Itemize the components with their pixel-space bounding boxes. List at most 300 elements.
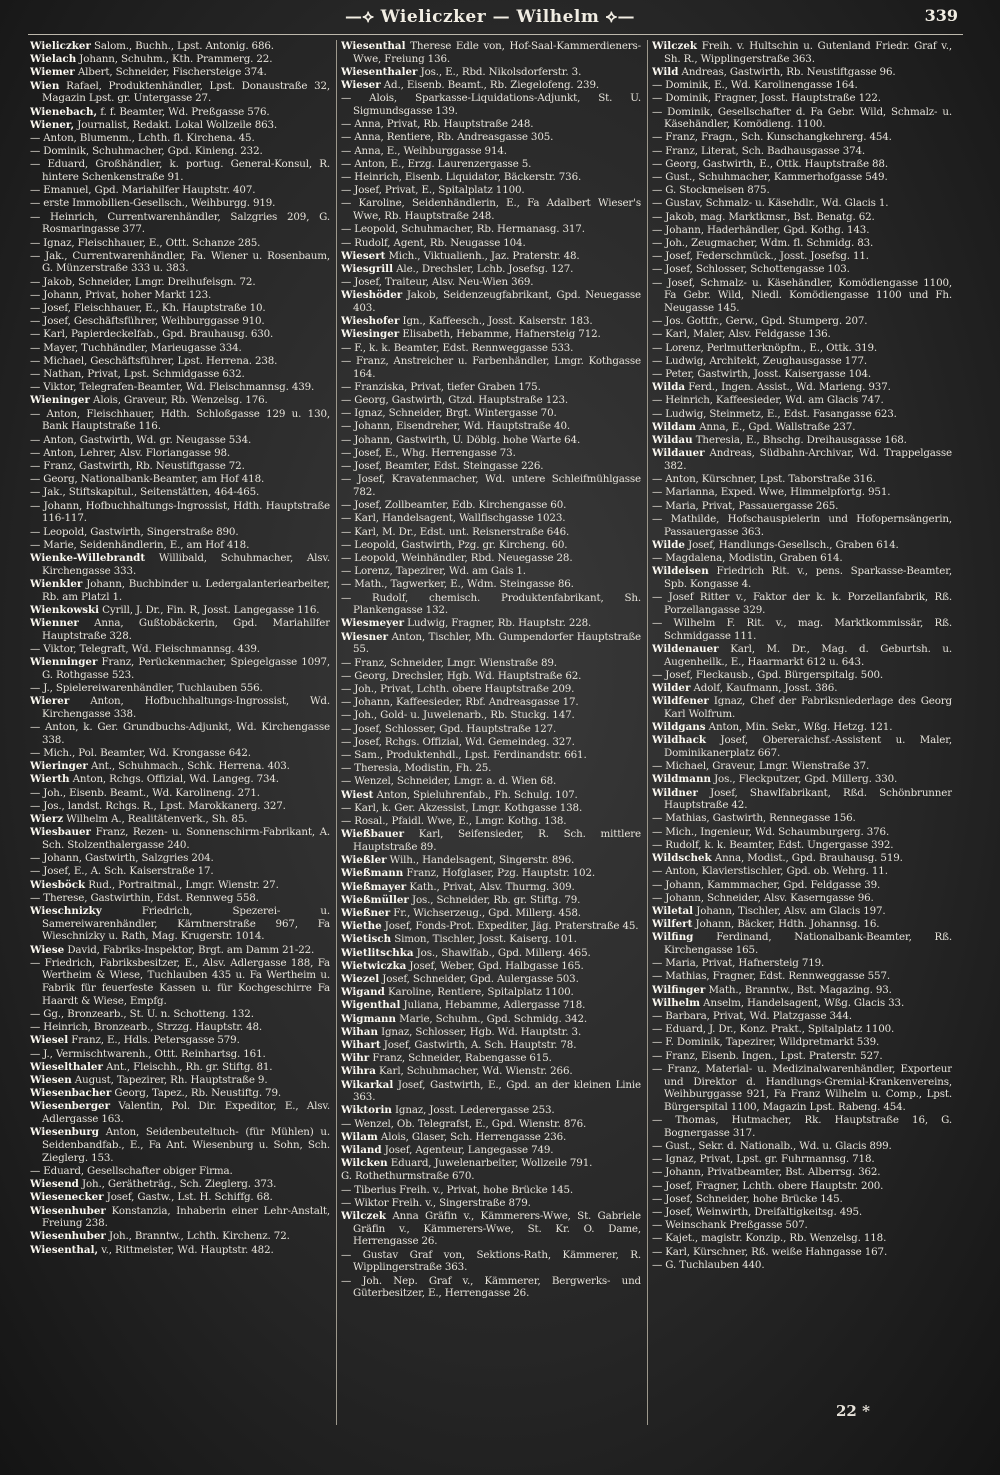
entry-surname: Wiethe	[341, 920, 382, 933]
running-title: —⟡ Wieliczker — Wilhelm ⟡—	[344, 7, 636, 27]
entry-details: — Joh., Zeugmacher, Wdm. fl. Schmidg. 83.	[652, 237, 874, 250]
directory-entry	[341, 709, 641, 722]
entry-surname: Wienke-Willebrandt	[30, 551, 146, 564]
directory-entry	[30, 145, 330, 158]
directory-entry	[341, 828, 641, 853]
directory-entry	[341, 1210, 641, 1248]
directory-entry	[341, 973, 641, 986]
directory-entry	[341, 237, 641, 250]
directory-entry	[30, 643, 330, 656]
entry-details: Jos., Fleckputzer, Gpd. Millerg. 330.	[710, 773, 898, 786]
directory-entry	[652, 500, 952, 513]
directory-entry	[652, 931, 952, 956]
entry-details: — G. Tuchlauben 440.	[652, 1258, 765, 1271]
entry-surname: Wieninger	[30, 394, 90, 407]
entry-details: — Franz, Schneider, Lmgr. Wienstraße 89.	[341, 656, 557, 669]
entry-details: — Lorenz, Perlmutterknöpfm., E., Ottk. 319.	[652, 341, 878, 354]
directory-entry	[341, 223, 641, 236]
directory-entry	[30, 1074, 330, 1087]
directory-entry	[652, 473, 952, 486]
entry-details: Karl, Seifensieder, R. Sch. mittlere Hauptstraße 89.	[353, 828, 641, 853]
entry-details: — Josef, Schlosser, Gpd. Hauptstraße 127.	[341, 722, 557, 735]
directory-entry	[652, 513, 952, 538]
entry-details: — Gust., Schuhmacher, Kammerhofgasse 549.	[652, 171, 888, 184]
directory-entry	[30, 721, 330, 746]
directory-entry	[30, 106, 330, 119]
entry-details: — Dominik, E., Wd. Karolinengasse 164.	[652, 79, 858, 92]
directory-column-3	[652, 40, 952, 1430]
entry-surname: Wilda	[652, 381, 686, 394]
directory-entry	[341, 565, 641, 578]
entry-details: — Anna, Privat, Rb. Hauptstraße 248.	[341, 118, 534, 131]
directory-entry	[341, 1184, 641, 1197]
entry-surname: Wießmayer	[341, 880, 407, 893]
directory-entry	[341, 1249, 641, 1274]
entry-details: — Maria, Privat, Passauergasse 265.	[652, 499, 839, 512]
entry-surname: Wildhack	[652, 734, 706, 747]
entry-details: Anton, Tischler, Mh. Gumpendorfer Hauptstraße 55.	[353, 630, 641, 656]
directory-entry	[30, 747, 330, 760]
entry-details: Friedrich, Spezerei- u. Samereiwarenhändler, Kärntnerstraße 967, Fa Wieschnizky u. Rath, Mag. Krugerstr. 1014.	[42, 904, 330, 943]
entry-details: Anton, Rchgs. Offizial, Wd. Langeg. 734.	[69, 773, 279, 786]
entry-details: — Franz, Anstreicher u. Farbenhändler, Lmgr. Kothgasse 164.	[341, 354, 641, 380]
directory-entry	[30, 119, 330, 132]
entry-details: Josef, Obereraichsf.-Assistent u. Maler, Dominikanerplatz 667.	[664, 734, 952, 759]
entry-surname: Wildner	[652, 786, 698, 799]
entry-details: — Anton, Lehrer, Alsv. Floriangasse 98.	[30, 446, 231, 459]
entry-details: — Emanuel, Gpd. Mariahilfer Hauptstr. 407.	[30, 184, 256, 197]
entry-details: — Nathan, Privat, Lpst. Schmidgasse 632.	[30, 368, 245, 381]
directory-entry	[30, 197, 330, 210]
directory-entry	[341, 92, 641, 117]
directory-entry	[652, 852, 952, 865]
entry-details: Anselm, Handelsagent, Wßg. Glacis 33.	[700, 996, 905, 1009]
directory-entry	[652, 145, 952, 158]
directory-entry	[652, 158, 952, 171]
entry-details: Josef, Fonds-Prot. Expediter, Jäg. Praterstraße 45.	[381, 920, 639, 933]
entry-surname: Wildeisen	[652, 565, 709, 578]
entry-surname: Wienkler	[30, 577, 83, 590]
directory-entry	[652, 66, 952, 79]
entry-details: Therese Edle von, Hof-Saal-Kammerdieners-Wwe, Freiung 136.	[353, 40, 641, 65]
directory-entry	[30, 695, 330, 720]
directory-entry	[30, 1100, 330, 1125]
directory-entry	[652, 408, 952, 421]
entry-details: — Gustav, Schmalz- u. Käsehdlr., Wd. Glacis 1.	[652, 197, 889, 210]
directory-entry	[341, 723, 641, 736]
entry-details: — Magdalena, Modistin, Graben 614.	[652, 551, 843, 564]
directory-entry	[652, 1206, 952, 1219]
directory-entry	[652, 1140, 952, 1153]
entry-details: — Josef, Schneider, hohe Brücke 145.	[652, 1192, 843, 1205]
directory-entry	[652, 1063, 952, 1114]
directory-entry	[30, 66, 330, 79]
entry-details: Jakob, Seidenzeugfabrikant, Gpd. Neuegasse 403.	[353, 289, 641, 315]
entry-details: — Joh., Privat, Lchth. obere Hauptstraße 209.	[341, 682, 575, 695]
entry-details: Joh., Branntw., Lchth. Kirchenz. 72.	[105, 1230, 290, 1243]
entry-details: Johann, Buchbinder u. Ledergalanteriearbeiter, Rb. am Platzl 1.	[42, 577, 330, 603]
entry-surname: Wikarkal	[341, 1078, 394, 1091]
entry-details: — Dominik, Fragner, Josst. Hauptstraße 122.	[652, 92, 881, 105]
directory-entry	[341, 79, 641, 92]
entry-details: — Karl, k. Ger. Akzessist, Lmgr. Kothgasse 138.	[341, 801, 583, 814]
directory-entry	[652, 106, 952, 131]
entry-details: — Georg, Gastwirth, E., Ottk. Hauptstraße 88.	[652, 157, 888, 170]
entry-details: — Lorenz, Tapezirer, Wd. am Gais 1.	[341, 565, 526, 578]
entry-surname: Wiesmeyer	[341, 617, 405, 630]
entry-details: Anton, Seidenbeuteltuch- (für Mühlen) u. Seidenbandfab., E., Fa Ant. Wiesenburg u. Sohn, Sch. Zieglerg. 153.	[42, 1126, 330, 1164]
entry-details: Anna, Modist., Gpd. Brauhausg. 519.	[711, 852, 903, 865]
directory-entry	[341, 394, 641, 407]
directory-entry	[341, 999, 641, 1012]
directory-entry	[341, 473, 641, 498]
directory-entry	[341, 617, 641, 630]
entry-surname: Wiesenthal	[341, 40, 406, 52]
entry-details: — Mich., Ingenieur, Wd. Schaumburgerg. 376.	[652, 825, 890, 838]
entry-details: Franz, E., Hdls. Petersgasse 579.	[68, 1034, 240, 1047]
directory-entry	[652, 486, 952, 499]
entry-details: — Mathias, Fragner, Edst. Rennweggasse 557.	[652, 970, 890, 983]
entry-details: Josef, Gastwirth, A. Sch. Hauptstr. 78.	[380, 1038, 577, 1051]
directory-entry	[652, 826, 952, 839]
entry-details: — Karoline, Seidenhändlerin, E., Fa Adalbert Wieser's Wwe, Rb. Hauptstraße 248.	[341, 197, 641, 223]
directory-entry	[30, 473, 330, 486]
entry-details: — Rudolf, k. k. Beamter, Edst. Ungergasse 392.	[652, 838, 894, 851]
entry-details: — Johann, Privat, hoher Markt 123.	[30, 288, 212, 301]
entry-details: — Anton, Fleischhauer, Hdth. Schloßgasse 129 u. 130, Bank Hauptstraße 116.	[30, 407, 330, 433]
directory-entry	[652, 342, 952, 355]
entry-surname: Wieser	[341, 79, 381, 92]
entry-details: — Weinschank Preßgasse 507.	[652, 1219, 808, 1232]
entry-details: Josef, Shawlfabrikant, Rßd. Schönbrunner Hauptstraße 42.	[664, 786, 952, 812]
entry-details: Wilhelm A., Realitätenverk., Sh. 85.	[63, 812, 248, 825]
entry-details: Fr., Wichserzeug., Gpd. Millerg. 458.	[390, 906, 581, 919]
entry-details: Johann, Bäcker, Hdth. Johannsg. 16.	[692, 918, 880, 931]
directory-entry	[30, 132, 330, 145]
directory-entry	[341, 775, 641, 788]
directory-entry	[30, 526, 330, 539]
entry-details: Juliana, Hebamme, Adlergasse 718.	[400, 999, 586, 1012]
directory-entry	[341, 762, 641, 775]
directory-entry	[30, 1230, 330, 1243]
entry-details: — Johann, Gastwirth, U. Döblg. hohe Warte 64.	[341, 433, 581, 446]
entry-details: — Jos., landst. Rchgs. R., Lpst. Marokkanerg. 327.	[30, 799, 286, 812]
directory-entry	[652, 957, 952, 970]
entry-details: — Mich., Pol. Beamter, Wd. Krongasse 642.	[30, 746, 251, 759]
directory-entry	[341, 499, 641, 512]
directory-entry	[341, 894, 641, 907]
directory-entry	[341, 171, 641, 184]
entry-surname: Wigenthal	[341, 999, 401, 1012]
entry-details: Franz, Perückenmacher, Spiegelgasse 1097, G. Rothgasse 523.	[42, 656, 330, 681]
entry-surname: Wieschnizky	[30, 904, 102, 917]
directory-entry	[30, 879, 330, 892]
entry-details: Anton, Hofbuchhaltungs-Ingrossist, Wd. Kirchengasse 338.	[42, 695, 330, 720]
signature-mark: 22 *	[836, 1402, 870, 1420]
directory-entry	[652, 787, 952, 812]
entry-details: Franz, Schneider, Rabengasse 615.	[369, 1052, 552, 1065]
entry-details: Ale., Drechsler, Lchb. Josefsg. 127.	[393, 262, 574, 275]
entry-details: — Franz, Eisenb. Ingen., Lpst. Praterstr. 527.	[652, 1049, 883, 1062]
entry-details: — Wenzel, Ob. Telegrafst, E., Gpd. Wienstr. 876.	[341, 1117, 587, 1130]
entry-details: — Anna, Rentiere, Rb. Andreasgasse 305.	[341, 131, 554, 144]
directory-entry	[30, 289, 330, 302]
directory-entry	[30, 250, 330, 275]
entry-surname: Wihra	[341, 1065, 376, 1078]
entry-details: — Michael, Graveur, Lmgr. Wienstraße 37.	[652, 760, 870, 773]
entry-surname: Wienner	[30, 616, 79, 629]
entry-details: — Karl, M. Dr., Edst. unt. Reisnerstraße 646.	[341, 525, 570, 538]
entry-details: v., Rittmeister, Wd. Hauptstr. 482.	[98, 1243, 274, 1256]
entry-details: Anton, Min. Sekr., Wßg. Hetzg. 121.	[705, 721, 893, 734]
directory-entry	[341, 592, 641, 617]
entry-details: — Dominik, Schuhmacher, Gpd. Kinieng. 232.	[30, 145, 263, 158]
directory-entry	[652, 1259, 952, 1272]
entry-details: — erste Immobilien-Gesellsch., Weihburgg. 919.	[30, 197, 276, 210]
directory-entry	[652, 865, 952, 878]
entry-surname: Wildgans	[652, 721, 706, 734]
entry-details: Wilh., Handelsagent, Singerstr. 896.	[386, 854, 575, 867]
page-number: 339	[924, 6, 958, 25]
entry-details: — Karl, Kürschner, Rß. weiße Hahngasse 167.	[652, 1245, 888, 1258]
directory-entry	[652, 1180, 952, 1193]
directory-entry	[652, 1153, 952, 1166]
entry-details: — Ignaz, Privat, Lpst. gr. Fuhrmannsg. 718.	[652, 1153, 875, 1166]
entry-details: — Johann, Gastwirth, Salzgries 204.	[30, 852, 214, 865]
directory-entry	[652, 277, 952, 315]
entry-surname: Wihart	[341, 1038, 381, 1051]
directory-entry	[30, 1008, 330, 1021]
entry-details: — Michael, Geschäftsführer, Lpst. Herrena. 238.	[30, 354, 278, 367]
directory-entry	[652, 131, 952, 144]
entry-details: — Eduard, J. Dr., Konz. Prakt., Spitalplatz 1100.	[652, 1023, 895, 1036]
entry-surname: Wiesbauer	[30, 826, 91, 839]
entry-details: — Anton, k. Ger. Grundbuchs-Adjunkt, Wd. Kirchengasse 338.	[30, 721, 330, 746]
entry-details: — Eduard, Großhändler, k. portug. General-Konsul, R. hintere Schenkenstraße 91.	[30, 158, 330, 184]
directory-entry	[341, 184, 641, 197]
directory-entry	[341, 263, 641, 276]
directory-entry	[341, 986, 641, 999]
entry-details: — Anton, Klavierstischler, Gpd. ob. Wehrg. 11.	[652, 865, 888, 878]
entry-details: f. f. Beamter, Wd. Preßgasse 576.	[97, 105, 270, 118]
entry-details: — Franz, Fragn., Sch. Kunschangkehrerg. 454.	[652, 131, 892, 144]
entry-details: — Jak., Currentwarenhändler, Fa. Wiener u. Rosenbaum, G. Münzerstraße 333 u. 383.	[30, 249, 330, 275]
directory-entry	[652, 839, 952, 852]
directory-entry	[652, 695, 952, 720]
entry-details: — Johann, Eisendreher, Wd. Hauptstraße 40.	[341, 420, 570, 433]
entry-details: — Eduard, Gesellschafter obiger Firma.	[30, 1164, 233, 1177]
entry-details: Rafael, Produktenhändler, Lpst. Donaustraße 32, Magazin Lpst. gr. Untergasse 27.	[42, 79, 330, 105]
entry-details: — Ignaz, Schneider, Brgt. Wintergasse 70.	[341, 407, 557, 420]
entry-surname: Wien	[30, 79, 60, 92]
entry-surname: Wietwiczka	[341, 959, 407, 972]
entry-details: — Karl, Handelsagent, Wallfischgasse 1023.	[341, 512, 566, 525]
directory-entry	[30, 500, 330, 525]
entry-details: Anna Gräfin v., Kämmerers-Wwe, St. Gabriele Gräfin v., Kämmerers-Wwe, St. Kr. O. Dame, Herrengasse 26.	[353, 1210, 641, 1248]
entry-surname: Wielach	[30, 53, 77, 66]
entry-details: Josef, Gastw., Lst. H. Schiffg. 68.	[103, 1191, 273, 1204]
directory-entry	[30, 1061, 330, 1074]
directory-entry	[30, 394, 330, 407]
directory-entry	[652, 905, 952, 918]
entry-details: — Franz, Material- u. Medizinalwarenhändler, Exporteur und Direktor d. Handlungs-Gremial-Krankenvereins, Weihburggasse 921, Fa Franz Wilhelm u. Comp., Lpst. Bürgerspital 1100, Magazin Lpst. Rabeng. 454.	[652, 1062, 952, 1113]
entry-details: — Josef, Schlosser, Schottengasse 103.	[652, 263, 850, 276]
entry-details: — Gustav Graf von, Sektions-Rath, Kämmerer, R. Wipplingerstraße 363.	[341, 1248, 641, 1274]
entry-details: Ign., Kaffeesch., Josst. Kaiserstr. 183.	[399, 315, 593, 328]
directory-entry	[341, 1131, 641, 1144]
entry-details: — Georg, Gastwirth, Gtzd. Hauptstraße 123.	[341, 393, 569, 406]
directory-column-1	[30, 40, 330, 1430]
entry-details: Karoline, Rentiere, Spitalplatz 1100.	[384, 986, 574, 999]
directory-entry	[341, 1039, 641, 1052]
directory-entry	[652, 211, 952, 224]
directory-entry	[652, 552, 952, 565]
directory-entry	[341, 960, 641, 973]
directory-entry	[341, 434, 641, 447]
entry-details: Albert, Schneider, Fischersteige 374.	[74, 66, 267, 79]
entry-details: — Johann, Kammmacher, Gpd. Feldgasse 39.	[652, 878, 881, 891]
directory-entry	[30, 158, 330, 183]
directory-entry	[341, 802, 641, 815]
directory-entry	[652, 250, 952, 263]
entry-surname: Wilcken	[341, 1157, 388, 1170]
directory-entry	[341, 66, 641, 79]
entry-details: Konstanzia, Inhaberin einer Lehr-Anstalt, Freiung 238.	[42, 1204, 330, 1230]
directory-entry	[652, 1010, 952, 1023]
directory-entry	[341, 696, 641, 709]
directory-entry	[652, 643, 952, 668]
entry-details: — Maria, Privat, Hafnersteig 719.	[652, 957, 825, 970]
entry-surname: Wiesenhuber	[30, 1230, 106, 1243]
directory-entry	[341, 250, 641, 263]
entry-details: — Ignaz, Fleischhauer, E., Ottt. Schanze 285.	[30, 236, 261, 249]
entry-surname: Wießmüller	[341, 893, 409, 906]
entry-details: Ludwig, Fragner, Rb. Hauptstr. 228.	[404, 617, 592, 630]
entry-details: — Johann, Kaffeesieder, Rbf. Andreasgasse 17.	[341, 696, 579, 709]
entry-details: Andreas, Südbahn-Archivar, Wd. Trappelgasse 382.	[664, 447, 952, 472]
directory-entry	[30, 1021, 330, 1034]
directory-entry	[341, 933, 641, 946]
directory-entry	[30, 552, 330, 577]
directory-entry	[652, 224, 952, 237]
entry-surname: Wietlitschka	[341, 946, 414, 959]
directory-entry	[30, 1034, 330, 1047]
entry-details: — Anton, Gastwirth, Wd. gr. Neugasse 534.	[30, 433, 252, 446]
entry-details: Ignaz, Schlosser, Hgb. Wd. Hauptstr. 3.	[377, 1025, 582, 1038]
entry-details: Ant., Fleischh., Rh. gr. Stiftg. 81.	[102, 1060, 273, 1073]
directory-entry	[652, 355, 952, 368]
directory-entry	[341, 1065, 641, 1078]
directory-entry	[341, 342, 641, 355]
directory-entry	[341, 670, 641, 683]
directory-entry	[652, 197, 952, 210]
entry-surname: Wiezel	[341, 972, 380, 985]
entry-surname: Wieliczker	[30, 40, 91, 52]
directory-entry	[30, 1126, 330, 1164]
directory-entry	[341, 867, 641, 880]
entry-details: — Marianna, Exped. Wwe, Himmelpfortg. 951.	[652, 486, 891, 499]
entry-surname: Wiletal	[652, 904, 694, 917]
entry-surname: Wieselthaler	[30, 1060, 103, 1073]
entry-surname: Wilczek	[341, 1210, 387, 1223]
entry-surname: Wilfing	[652, 931, 694, 944]
entry-surname: Wildam	[652, 420, 696, 433]
directory-entry	[30, 852, 330, 865]
directory-entry	[341, 40, 641, 65]
entry-details: Ant., Schuhmach., Schk. Herrena. 403.	[87, 760, 290, 773]
entry-details: — Jos. Gottfr., Gerw., Gpd. Stumperg. 207.	[652, 315, 868, 328]
directory-entry	[652, 434, 952, 447]
entry-surname: Wiener,	[30, 118, 75, 131]
entry-details: Franz, Hofglaser, Pzg. Hauptstr. 102.	[403, 867, 595, 880]
entry-surname: Wienebach,	[30, 105, 98, 118]
directory-entry	[341, 1144, 641, 1157]
entry-surname: Wildenauer	[652, 642, 719, 655]
entry-details: Josef, Agenteur, Langegasse 749.	[381, 1144, 554, 1157]
entry-details: — Josef, Kravatenmacher, Wd. untere Schleifmühlgasse 782.	[341, 473, 641, 498]
directory-entry	[652, 617, 952, 642]
entry-details: Ignaz, Josst. Lederergasse 253.	[391, 1104, 555, 1117]
entry-details: Rud., Portraitmal., Lmgr. Wienstr. 27.	[85, 878, 279, 891]
entry-surname: Wießmann	[341, 867, 404, 880]
entry-details: — Josef, Beamter, Edst. Steingasse 226.	[341, 460, 544, 472]
directory-entry	[341, 328, 641, 341]
entry-details: — Johann, Privatbeamter, Bst. Alberrsg. 362.	[652, 1166, 881, 1179]
directory-entry	[30, 447, 330, 460]
entry-details: — Friedrich, Fabriksbesitzer, E., Alsv. Adlergasse 188, Fa Wertheim & Wiese, Tuchlauben 435 u. Fa Wertheim u. Fabrik für feuerfeste Kassen u. für Kochgeschirre Fa Haardt & Wiese, Empfg.	[30, 956, 330, 1007]
directory-entry	[652, 40, 952, 65]
entry-surname: Wiktorin	[341, 1104, 392, 1117]
directory-entry	[341, 789, 641, 802]
entry-details: Mich., Viktualienh., Jaz. Praterstr. 48.	[385, 249, 580, 262]
entry-details: — Georg, Nationalbank-Beamter, am Hof 418.	[30, 473, 265, 486]
directory-entry	[652, 1114, 952, 1139]
directory-entry	[652, 1050, 952, 1063]
entry-surname: Wieshöder	[341, 289, 403, 302]
directory-entry	[652, 394, 952, 407]
entry-details: Johann, Tischler, Alsv. am Glacis 197.	[693, 904, 886, 917]
page-header	[0, 3, 1000, 29]
entry-details: — Josef, Federschmück., Josst. Josefsg. 11.	[652, 250, 869, 263]
directory-entry	[30, 434, 330, 447]
entry-surname: Wildmann	[652, 773, 711, 786]
directory-entry	[341, 1275, 641, 1300]
directory-entry	[652, 773, 952, 786]
entry-surname: Wienkowski	[30, 603, 100, 616]
entry-details: — Jakob, mag. Marktkmsr., Bst. Benatg. 62.	[652, 210, 875, 223]
directory-entry	[341, 947, 641, 960]
entry-surname: Wiest	[341, 788, 374, 801]
directory-entry	[652, 1246, 952, 1259]
entry-details: Valentin, Pol. Dir. Expeditor, E., Alsv. Adlergasse 163.	[42, 1100, 330, 1126]
entry-surname: Wierth	[30, 773, 70, 786]
directory-entry	[30, 1205, 330, 1230]
directory-entry	[30, 865, 330, 878]
directory-entry	[30, 460, 330, 473]
directory-entry	[652, 328, 952, 341]
entry-details: Marie, Schuhm., Gpd. Schmidg. 342.	[396, 1012, 588, 1025]
entry-details: Andreas, Gastwirth, Rb. Neustiftgasse 96.	[678, 65, 896, 78]
directory-entry	[652, 381, 952, 394]
directory-entry	[341, 158, 641, 171]
directory-entry	[30, 355, 330, 368]
entry-surname: Wiesend	[30, 1178, 79, 1191]
entry-details: Jos., Shawlfab., Gpd. Millerg. 465.	[413, 946, 591, 959]
directory-entry	[30, 40, 330, 53]
entry-surname: Wieshofer	[341, 315, 400, 328]
entry-surname: Wiesenecker	[30, 1191, 104, 1204]
entry-details: — Heinrich, Kaffeesieder, Wd. am Glacis 747.	[652, 394, 884, 407]
